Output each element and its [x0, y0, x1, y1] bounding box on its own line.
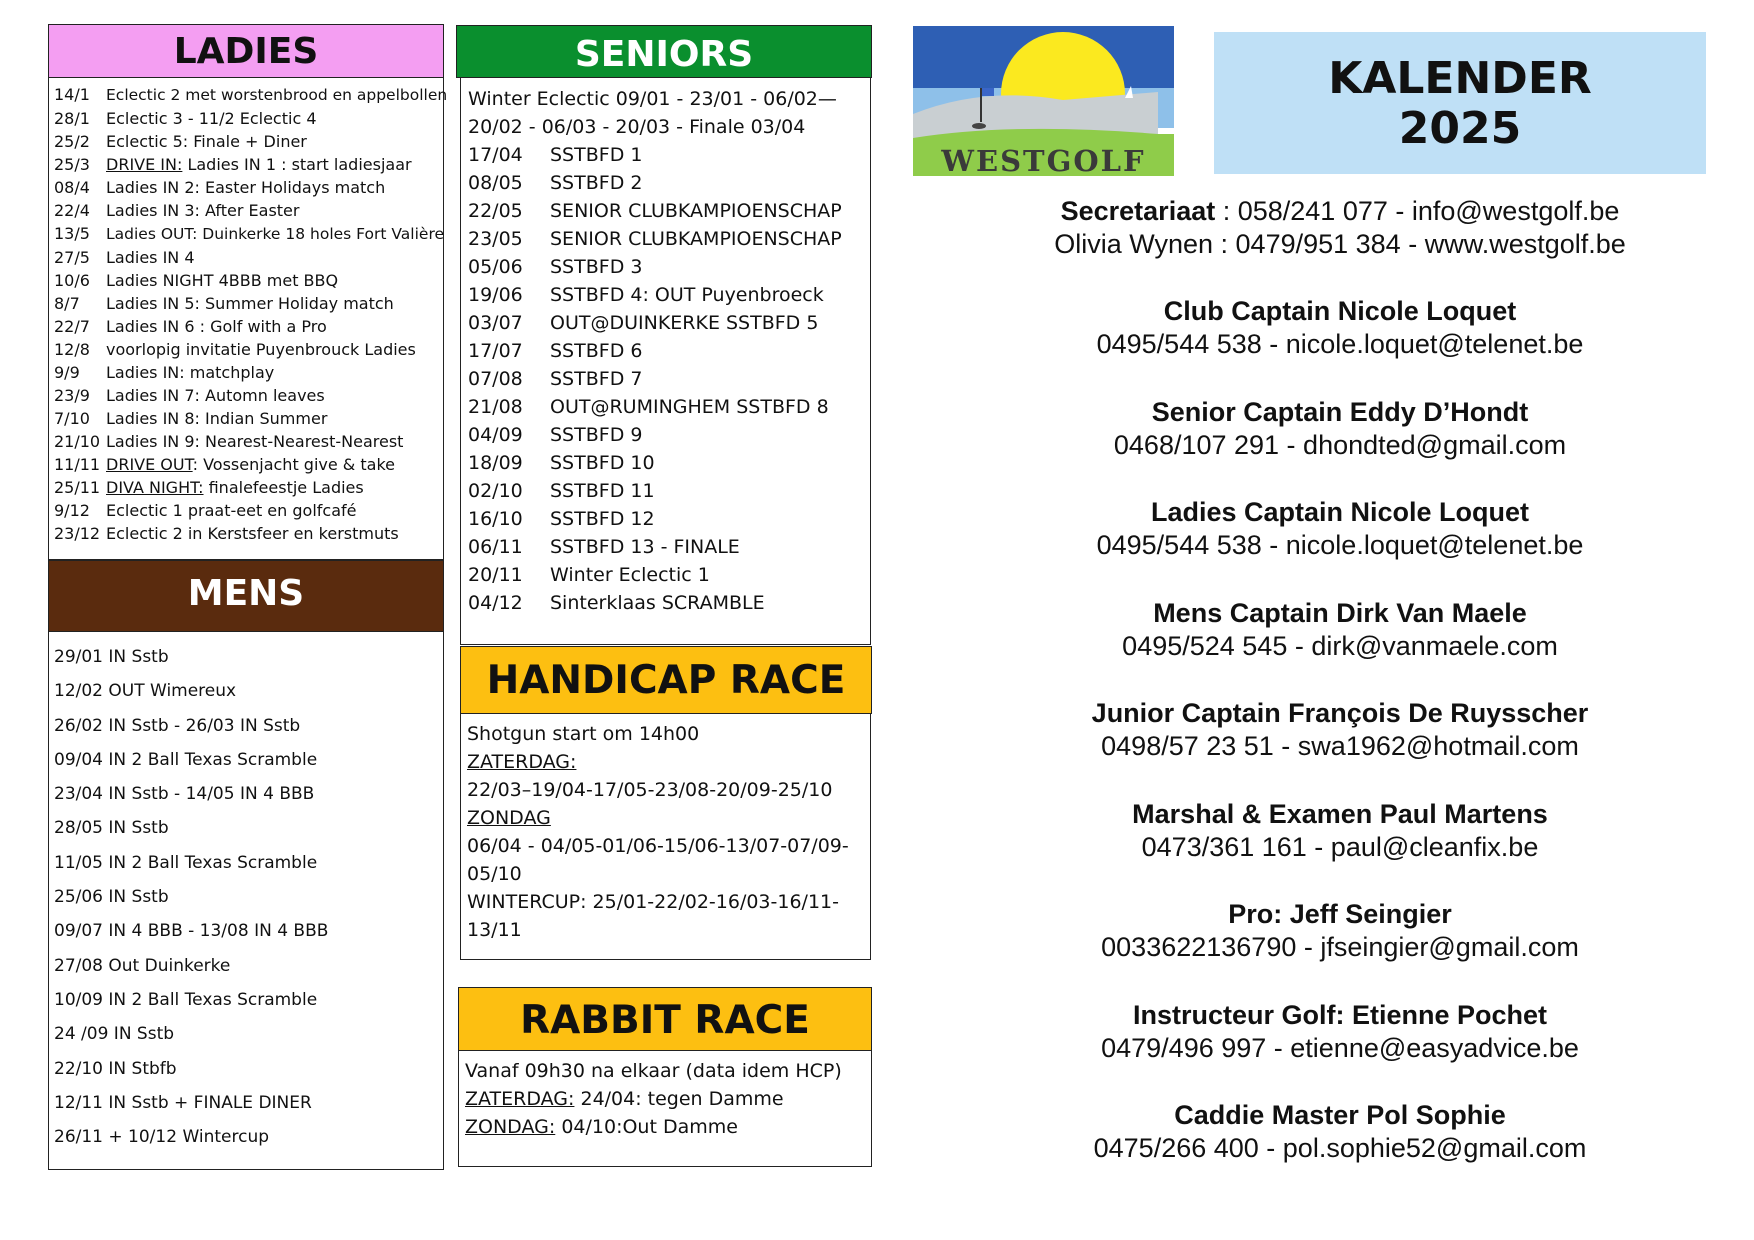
handicap-sun-dates-2: 05/10	[467, 863, 522, 885]
ladies-event: Eclectic 2 met worstenbrood en appelbollen	[106, 86, 448, 104]
ladies-date: 25/2	[54, 132, 90, 151]
seniors-intro-1: Winter Eclectic 09/01 - 23/01 - 06/02—	[468, 88, 837, 110]
ladies-event: voorlopig invitatie Puyenbrouck Ladies	[106, 340, 416, 359]
rabbit-sun-label: ZONDAG:	[465, 1116, 556, 1138]
ladies-event-label: DRIVE OUT	[106, 455, 193, 474]
seniors-event: SENIOR CLUBKAMPIOENSCHAP	[550, 200, 842, 222]
contact-title: Pro: Jeff Seingier	[1228, 899, 1452, 929]
seniors-row	[468, 197, 868, 225]
ladies-event: Ladies IN 6 : Golf with a Pro	[106, 317, 327, 336]
mens-row: 26/11 + 10/12 Wintercup	[54, 1127, 270, 1148]
ladies-date: 08/4	[54, 178, 90, 197]
handicap-wintercup-2: 13/11	[467, 919, 522, 941]
seniors-date: 21/08	[468, 396, 523, 418]
ladies-row	[54, 315, 442, 338]
seniors-date: 19/06	[468, 284, 523, 306]
ladies-date: 9/9	[54, 363, 80, 382]
ladies-event: Ladies OUT: Duinkerke 18 holes Fort Valière	[106, 225, 445, 243]
mens-row: 27/08 Out Duinkerke	[54, 955, 231, 976]
ladies-event-label: DIVA NIGHT:	[106, 478, 204, 497]
contact-block	[990, 999, 1690, 1100]
seniors-row	[468, 477, 868, 505]
ladies-date: 9/12	[54, 501, 90, 520]
seniors-event: OUT@RUMINGHEM SSTBFD 8	[550, 396, 829, 418]
rabbit-saturday	[465, 1085, 865, 1113]
mens-row: 23/04 IN Sstb - 14/05 IN 4 BBB	[54, 784, 315, 805]
ladies-date: 11/11	[54, 455, 101, 474]
ladies-header	[48, 24, 444, 78]
seniors-event: SSTBFD 12	[550, 508, 655, 530]
seniors-date: 08/05	[468, 172, 523, 194]
ladies-date: 21/10	[54, 432, 101, 451]
handicap-header	[460, 646, 872, 714]
rabbit-sat-text: 24/04: tegen Damme	[574, 1088, 784, 1110]
contact-info: 0475/266 400 - pol.sophie52@gmail.com	[1093, 1133, 1587, 1163]
mens-row: 24 /09 IN Sstb	[54, 1024, 175, 1045]
seniors-date: 03/07	[468, 312, 523, 334]
seniors-header	[456, 25, 872, 78]
logo-text: WESTGOLF	[913, 144, 1174, 176]
secretariaat-info: : 058/241 077 - info@westgolf.be	[1215, 196, 1620, 226]
seniors-row	[468, 337, 868, 365]
mens-list	[54, 640, 442, 1154]
mens-row: 09/04 IN 2 Ball Texas Scramble	[54, 749, 318, 770]
handicap-sat-label: ZATERDAG:	[467, 751, 577, 773]
seniors-event: SENIOR CLUBKAMPIOENSCHAP	[550, 228, 842, 250]
ladies-row	[54, 453, 442, 476]
ladies-date: 27/5	[54, 248, 90, 267]
contact-info: 0468/107 291 - dhondted@gmail.com	[1113, 429, 1567, 460]
secretariaat-line-1	[990, 195, 1690, 228]
ladies-event: finalefeestje Ladies	[203, 478, 364, 497]
seniors-row	[468, 169, 868, 197]
seniors-row	[468, 561, 868, 589]
seniors-event: Winter Eclectic 1	[550, 564, 710, 586]
contact-info: 0495/524 545 - dirk@vanmaele.com	[1122, 630, 1558, 661]
seniors-date: 04/12	[468, 592, 523, 614]
ladies-date: 23/9	[54, 386, 90, 405]
ladies-row	[54, 83, 448, 107]
contact-info: 0479/496 997 - etienne@easyadvice.be	[1101, 1032, 1579, 1063]
ladies-row	[54, 407, 442, 430]
ladies-event: Eclectic 5: Finale + Diner	[106, 132, 307, 151]
ladies-date: 25/3	[54, 155, 90, 174]
seniors-date: 16/10	[468, 508, 523, 530]
seniors-date: 07/08	[468, 368, 523, 390]
contact-block	[990, 496, 1690, 597]
contact-block	[990, 898, 1690, 999]
ladies-row	[54, 476, 442, 499]
seniors-event: Sinterklaas SCRAMBLE	[550, 592, 765, 614]
ladies-event: Ladies NIGHT 4BBB met BBQ	[106, 271, 339, 290]
ladies-event: Ladies IN 4	[106, 248, 195, 267]
seniors-date: 06/11	[468, 536, 523, 558]
ladies-date: 10/6	[54, 271, 90, 290]
ladies-date: 14/1	[54, 85, 90, 104]
westgolf-logo	[913, 26, 1174, 176]
handicap-shotgun: Shotgun start om 14h00	[467, 723, 700, 745]
rabbit-header	[458, 987, 872, 1051]
kalender-title: KALENDER	[1328, 53, 1592, 104]
ladies-row	[54, 338, 442, 361]
seniors-event: SSTBFD 1	[550, 144, 643, 166]
ladies-date: 25/11	[54, 478, 101, 497]
contact-info: 0033622136790 - jfseingier@gmail.com	[1101, 932, 1579, 962]
rabbit-sunday	[465, 1113, 865, 1141]
contact-title: Caddie Master Pol Sophie	[1174, 1100, 1506, 1130]
rabbit-body	[465, 1057, 865, 1141]
mens-row: 12/02 OUT Wimereux	[54, 681, 237, 702]
ladies-event: Eclectic 3 - 11/2 Eclectic 4	[106, 109, 317, 128]
ladies-event: : Vossenjacht give & take	[192, 455, 395, 474]
ladies-date: 22/7	[54, 317, 90, 336]
ladies-row	[54, 522, 442, 545]
ladies-date: 23/12	[54, 524, 101, 543]
contact-title: Marshal & Examen Paul Martens	[1132, 798, 1548, 829]
mens-row: 29/01 IN Sstb	[54, 647, 169, 667]
contact-block	[990, 697, 1690, 798]
contact-info: 0495/544 538 - nicole.loquet@telenet.be	[1096, 329, 1584, 359]
ladies-event: Ladies IN 7: Automn leaves	[106, 386, 325, 405]
ladies-event: Ladies IN 3: After Easter	[106, 201, 300, 220]
seniors-row	[468, 365, 868, 393]
ladies-event: Eclectic 1 praat-eet en golfcafé	[106, 501, 357, 520]
seniors-date: 17/07	[468, 340, 523, 362]
seniors-date: 18/09	[468, 452, 523, 474]
seniors-event: SSTBFD 13 - FINALE	[550, 536, 740, 558]
ladies-list	[54, 83, 448, 545]
seniors-row	[468, 141, 868, 169]
seniors-row	[468, 449, 868, 477]
handicap-title: HANDICAP RACE	[486, 658, 846, 703]
ladies-row	[54, 199, 442, 222]
seniors-date: 22/05	[468, 200, 523, 222]
ladies-date: 12/8	[54, 340, 90, 359]
seniors-date: 05/06	[468, 256, 523, 278]
contact-title: Instructeur Golf: Etienne Pochet	[1132, 999, 1548, 1030]
rabbit-start: Vanaf 09h30 na elkaar (data idem HCP)	[465, 1060, 842, 1082]
seniors-date: 04/09	[468, 424, 523, 446]
seniors-row	[468, 225, 868, 253]
ladies-row	[54, 153, 442, 176]
ladies-date: 13/5	[54, 224, 90, 243]
ladies-event: Ladies IN: matchplay	[106, 363, 275, 382]
seniors-event: SSTBFD 10	[550, 452, 655, 474]
mens-row: 28/05 IN Sstb	[54, 818, 169, 839]
contact-info: 0495/544 538 - nicole.loquet@telenet.be	[1096, 530, 1584, 560]
ladies-row	[54, 176, 442, 199]
mens-row: 25/06 IN Sstb	[54, 887, 169, 908]
contact-info: 0498/57 23 51 - swa1962@hotmail.com	[1101, 731, 1579, 761]
mens-row: 12/11 IN Sstb + FINALE DINER	[54, 1092, 312, 1113]
mens-row: 26/02 IN Sstb - 26/03 IN Sstb	[54, 715, 301, 736]
seniors-row	[468, 421, 868, 449]
seniors-event: OUT@DUINKERKE SSTBFD 5	[550, 312, 819, 334]
ladies-date: 22/4	[54, 201, 90, 220]
kalender-year: 2025	[1398, 103, 1522, 154]
seniors-date: 20/11	[468, 564, 523, 586]
ladies-date: 8/7	[54, 294, 80, 313]
contact-block	[990, 295, 1690, 396]
ladies-event: Ladies IN 1 : start ladiesjaar	[182, 155, 412, 174]
seniors-event: SSTBFD 11	[550, 480, 655, 502]
ladies-event: Ladies IN 5: Summer Holiday match	[106, 294, 394, 313]
secretariaat-label: Secretariaat	[1060, 196, 1216, 226]
seniors-row	[468, 533, 868, 561]
rabbit-title: RABBIT RACE	[520, 998, 810, 1043]
rabbit-sat-label: ZATERDAG:	[465, 1088, 575, 1110]
contact-list	[990, 295, 1690, 1200]
mens-row: 22/10 IN Stbfb	[54, 1058, 177, 1079]
seniors-date: 17/04	[468, 144, 523, 166]
ladies-row	[54, 269, 442, 292]
seniors-row	[468, 505, 868, 533]
contact-block	[990, 1099, 1690, 1200]
ladies-title: LADIES	[173, 31, 319, 72]
contacts	[990, 195, 1690, 1200]
contact-title: Mens Captain Dirk Van Maele	[1153, 597, 1527, 628]
seniors-intro-2: 20/02 - 06/03 - 20/03 - Finale 03/04	[468, 116, 806, 138]
secretariaat-block	[990, 195, 1690, 295]
ladies-event-label: DRIVE IN:	[106, 155, 183, 174]
mens-title: MENS	[187, 573, 305, 614]
contact-title: Senior Captain Eddy D’Hondt	[1151, 396, 1529, 427]
seniors-row	[468, 281, 868, 309]
seniors-date: 23/05	[468, 228, 523, 250]
ladies-row	[54, 246, 442, 269]
seniors-event: SSTBFD 9	[550, 424, 643, 446]
contact-block	[990, 798, 1690, 899]
kalender-banner	[1214, 32, 1706, 174]
ladies-event: Ladies IN 2: Easter Holidays match	[106, 178, 386, 197]
mens-header	[48, 560, 444, 632]
mens-row: 11/05 IN 2 Ball Texas Scramble	[54, 852, 318, 873]
handicap-wintercup-1: WINTERCUP: 25/01-22/02-16/03-16/11-	[467, 891, 839, 913]
handicap-body	[467, 720, 867, 944]
seniors-row	[468, 253, 868, 281]
seniors-event: SSTBFD 6	[550, 340, 643, 362]
seniors-event: SSTBFD 7	[550, 368, 643, 390]
seniors-row	[468, 309, 868, 337]
seniors-date: 02/10	[468, 480, 523, 502]
seniors-event: SSTBFD 3	[550, 256, 643, 278]
ladies-row	[54, 430, 442, 453]
ladies-event: Eclectic 2 in Kerstsfeer en kerstmuts	[106, 524, 399, 543]
mens-row: 09/07 IN 4 BBB - 13/08 IN 4 BBB	[54, 921, 329, 942]
rabbit-sun-text: 04/10:Out Damme	[555, 1116, 738, 1138]
ladies-event: Ladies IN 9: Nearest-Nearest-Nearest	[106, 432, 404, 451]
ladies-row	[54, 499, 442, 522]
secretariaat-line-2: Olivia Wynen : 0479/951 384 - www.westgolf.be	[1054, 229, 1626, 259]
seniors-title: SENIORS	[574, 34, 754, 75]
mens-row: 10/09 IN 2 Ball Texas Scramble	[54, 989, 318, 1010]
ladies-row	[54, 292, 442, 315]
seniors-event: SSTBFD 2	[550, 172, 643, 194]
seniors-row	[468, 589, 868, 617]
handicap-sat-dates: 22/03–19/04-17/05-23/08-20/09-25/10	[467, 779, 833, 801]
contact-title: Ladies Captain Nicole Loquet	[1150, 497, 1530, 527]
ladies-row	[54, 384, 442, 407]
handicap-sun-label: ZONDAG	[467, 807, 551, 829]
ladies-event: Ladies IN 8: Indian Summer	[106, 409, 328, 428]
contact-block	[990, 597, 1690, 698]
handicap-sun-dates-1: 06/04 - 04/05-01/06-15/06-13/07-07/09-	[467, 835, 849, 857]
ladies-row	[54, 130, 442, 153]
ladies-row	[54, 222, 445, 246]
seniors-row	[468, 393, 868, 421]
seniors-event: SSTBFD 4: OUT Puyenbroeck	[550, 284, 824, 306]
contact-info: 0473/361 161 - paul@cleanfix.be	[1141, 831, 1539, 862]
ladies-row	[54, 361, 442, 384]
ladies-row	[54, 107, 442, 130]
contact-title: Junior Captain François De Ruysscher	[1091, 698, 1589, 728]
contact-block	[990, 396, 1690, 497]
ladies-date: 7/10	[54, 409, 90, 428]
ladies-date: 28/1	[54, 109, 90, 128]
seniors-list	[468, 85, 868, 617]
contact-title: Club Captain Nicole Loquet	[1163, 296, 1517, 326]
